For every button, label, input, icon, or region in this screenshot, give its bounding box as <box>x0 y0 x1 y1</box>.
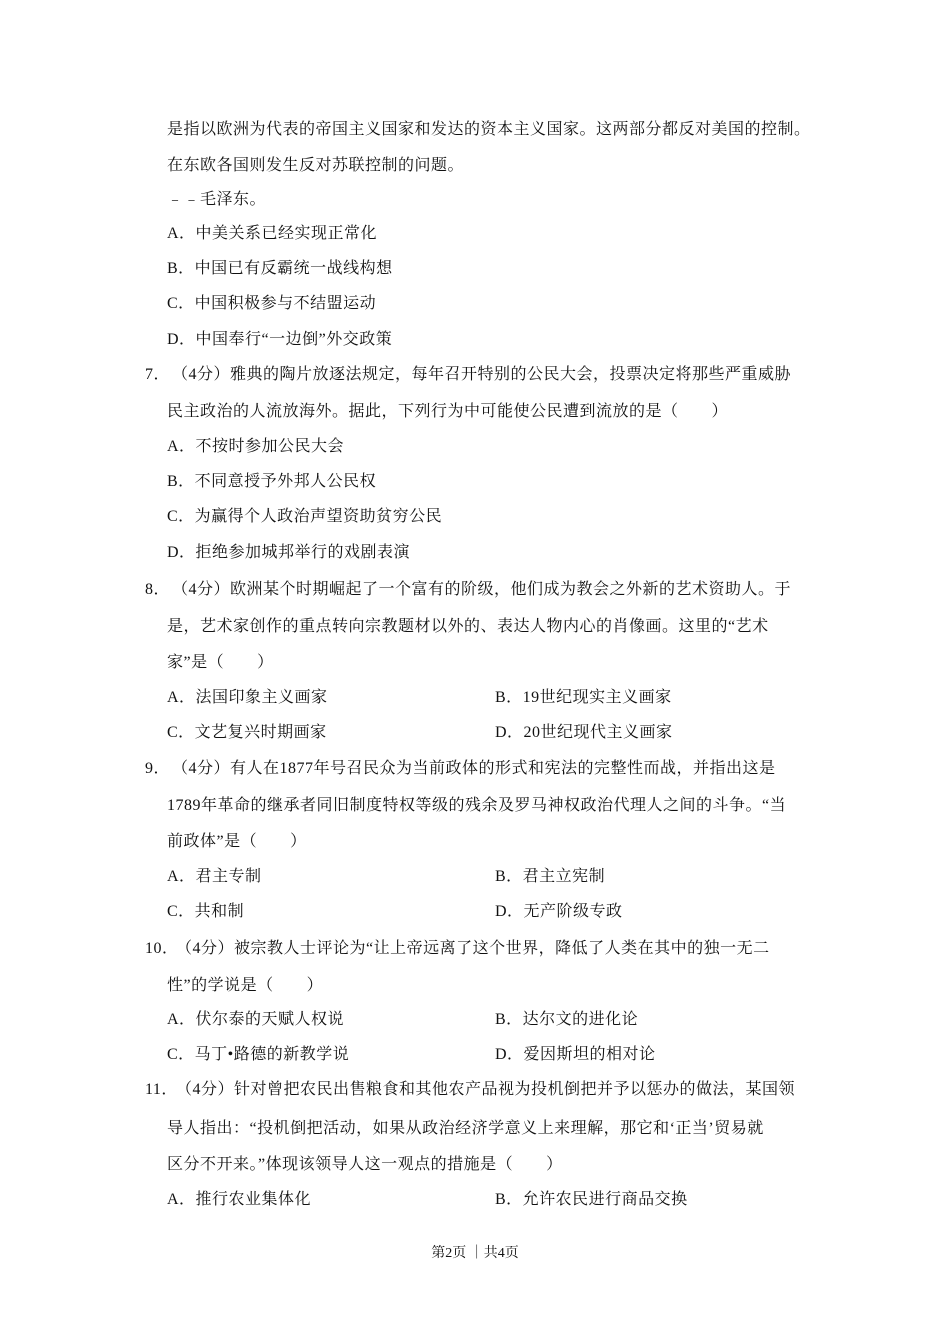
question-stem: 家”是（ ） <box>167 654 274 671</box>
option-a: A．中美关系已经实现正常化 <box>167 225 378 242</box>
question-number: 11． <box>145 1081 178 1098</box>
question-stem: （4分）雅典的陶片放逐法规定，每年召开特别的公民大会，投票决定将那些严重威胁 <box>172 366 792 383</box>
option-d: D．中国奉行“一边倒”外交政策 <box>167 331 393 348</box>
option-b: B．不同意授予外邦人公民权 <box>167 473 377 490</box>
option-d: D．爱因斯坦的相对论 <box>495 1046 656 1063</box>
option-a: A．法国印象主义画家 <box>167 689 328 706</box>
option-b: B．君主立宪制 <box>495 868 606 885</box>
question-number: 8． <box>145 581 171 598</box>
question-number: 9． <box>145 760 171 777</box>
option-c: C．为赢得个人政治声望资助贫穷公民 <box>167 508 443 525</box>
text-line: 在东欧各国则发生反对苏联控制的问题。 <box>167 157 465 174</box>
question-stem: 是，艺术家创作的重点转向宗教题材以外的、表达人物内心的肖像画。这里的“艺术 <box>167 618 769 635</box>
option-c: C．共和制 <box>167 903 245 920</box>
question-stem: （4分）欧洲某个时期崛起了一个富有的阶级，他们成为教会之外新的艺术资助人。于 <box>172 581 792 598</box>
option-a: A．君主专制 <box>167 868 262 885</box>
option-c: C．文艺复兴时期画家 <box>167 724 327 741</box>
question-stem: 前政体”是（ ） <box>167 833 307 850</box>
question-stem: 导人指出：“投机倒把活动，如果从政治经济学意义上来理解，那它和‘正当’贸易就 <box>167 1120 764 1137</box>
option-a: A．伏尔泰的天赋人权说 <box>167 1011 345 1028</box>
question-stem: （4分）被宗教人士评论为“让上帝远离了这个世界，降低了人类在其中的独一无二 <box>176 940 770 957</box>
question-stem: （4分）针对曾把农民出售粮食和其他农产品视为投机倒把并予以惩办的做法，某国领 <box>176 1081 796 1098</box>
option-a: A．不按时参加公民大会 <box>167 438 345 455</box>
quote-source: ﹣﹣毛泽东。 <box>167 191 267 208</box>
question-stem: 民主政治的人流放海外。据此，下列行为中可能使公民遭到流放的是（ ） <box>167 403 729 420</box>
text-line: 是指以欧洲为代表的帝国主义国家和发达的资本主义国家。这两部分都反对美国的控制。 <box>167 121 811 138</box>
option-b: B．允许农民进行商品交换 <box>495 1191 688 1208</box>
page-footer: 第2页 ｜共4页 <box>431 1246 519 1261</box>
question-number: 10． <box>145 940 179 957</box>
question-number: 7． <box>145 366 171 383</box>
option-d: D．拒绝参加城邦举行的戏剧表演 <box>167 544 411 561</box>
option-a: A．推行农业集体化 <box>167 1191 312 1208</box>
option-c: C．中国积极参与不结盟运动 <box>167 295 377 312</box>
option-b: B．中国已有反霸统一战线构想 <box>167 260 393 277</box>
option-d: D．20世纪现代主义画家 <box>495 724 673 741</box>
question-stem: （4分）有人在1877年号召民众为当前政体的形式和宪法的完整性而战，并指出这是 <box>172 760 776 777</box>
option-c: C．马丁•路德的新教学说 <box>167 1046 350 1063</box>
option-b: B．19世纪现实主义画家 <box>495 689 672 706</box>
question-stem: 区分不开来。”体现该领导人这一观点的措施是（ ） <box>167 1156 563 1173</box>
option-b: B．达尔文的进化论 <box>495 1011 639 1028</box>
question-stem: 性”的学说是（ ） <box>167 977 324 994</box>
question-stem: 1789年革命的继承者同旧制度特权等级的残余及罗马神权政治代理人之间的斗争。“当 <box>167 797 787 814</box>
option-d: D．无产阶级专政 <box>495 903 623 920</box>
